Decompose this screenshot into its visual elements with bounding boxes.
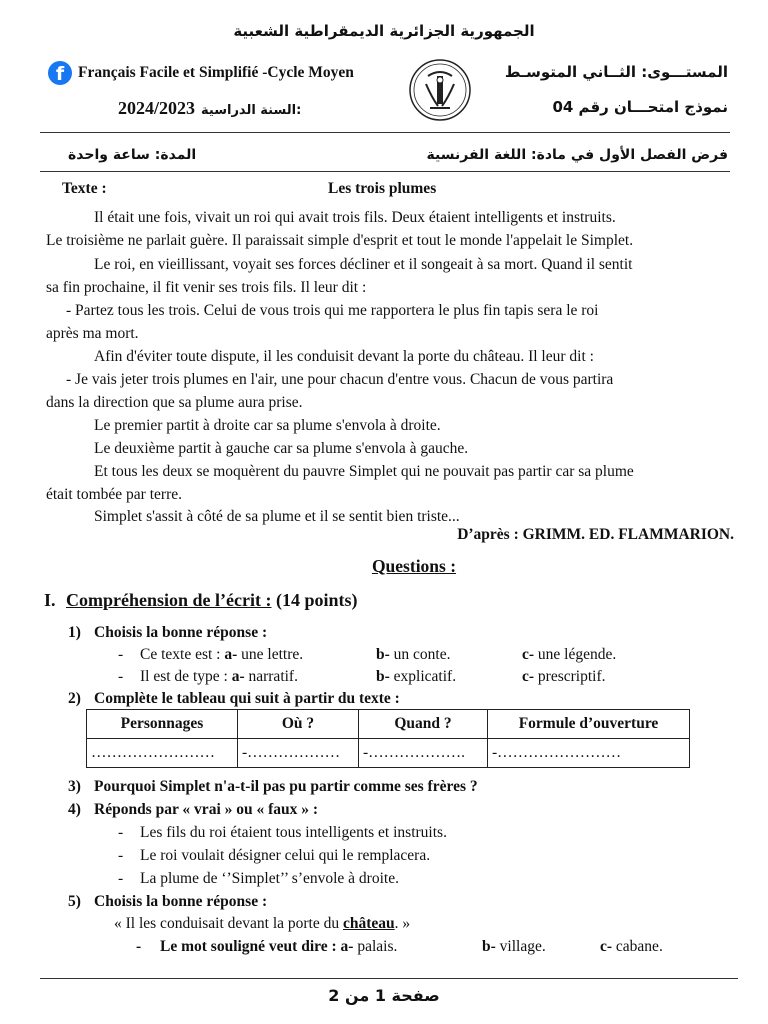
- section-number: I.: [44, 590, 56, 610]
- table-header: Quand ?: [359, 710, 488, 739]
- section-points: (14 points): [275, 590, 358, 610]
- text-line: sa fin prochaine, il fit venir ses trois fils. Il leur dit :: [46, 279, 367, 296]
- bullet-dash: -: [118, 646, 124, 663]
- table-cell-blank[interactable]: -……………….: [359, 739, 488, 768]
- school-year-value: 2024/2023: [118, 98, 196, 118]
- option-c: une légende.: [537, 646, 617, 663]
- text-line: Le troisième ne parlait guère. Il paraissait simple d'esprit et tout le monde l'appelait le Simplet.: [46, 232, 634, 249]
- option-letter: a-: [224, 646, 238, 663]
- mcq-option-c: [600, 938, 663, 956]
- exam-title: فرض الفصل الأول في مادة: اللغة الفرنسية: [426, 147, 728, 163]
- quote-end: . »: [394, 915, 411, 932]
- questions-heading: Questions :: [371, 556, 457, 576]
- text-line: après ma mort.: [46, 325, 139, 342]
- table-header-row: [87, 710, 690, 739]
- bullet-dash: -: [118, 870, 124, 887]
- text-line: Le deuxième partit à gauche car sa plume s'envola à gauche.: [94, 440, 469, 457]
- option-a: palais.: [357, 938, 398, 955]
- exam-model-number: نموذج امتحـــان رقم 04: [552, 98, 728, 116]
- text-line: Et tous les deux se moquèrent du pauvre Simplet qui ne pouvait pas partir car sa plume: [94, 463, 634, 480]
- mcq-option-b: [482, 938, 546, 956]
- quote-start: « Il les conduisait devant la porte du: [114, 915, 343, 932]
- school-year-label: السنة الدراسية:: [201, 103, 302, 118]
- characters-table: [86, 709, 690, 768]
- text-line: Le roi, en vieillissant, voyait ses forces décliner et il songeait à sa mort. Quand il sentit: [94, 256, 633, 273]
- table-header: Où ?: [238, 710, 359, 739]
- mcq-item: [140, 668, 298, 686]
- question-title: Réponds par « vrai » ou « faux » :: [94, 801, 319, 818]
- mcq-stem: Ce texte est :: [140, 646, 221, 663]
- text-line: - Partez tous les trois. Celui de vous trois qui me rapportera le plus fin tapis sera le roi: [66, 302, 599, 319]
- section-title-text: Compréhension de l’écrit :: [66, 590, 272, 610]
- true-false-item: La plume de ‘’Simplet’’ s’envole à droite.: [140, 870, 399, 887]
- facebook-icon: f: [48, 61, 72, 85]
- option-letter: b-: [376, 646, 390, 663]
- true-false-item: Le roi voulait désigner celui qui le remplacera.: [140, 847, 431, 864]
- title-divider: [40, 171, 730, 172]
- bullet-dash: -: [136, 938, 142, 955]
- option-letter: b-: [376, 668, 390, 685]
- option-letter: a-: [340, 938, 354, 955]
- option-letter: c-: [522, 646, 535, 663]
- question-title: Pourquoi Simplet n'a-t-il pas pu partir comme ses frères ?: [94, 778, 478, 795]
- text-line: Simplet s'assit à côté de sa plume et il se sentit bien triste...: [94, 508, 460, 525]
- footer-divider: [40, 978, 738, 979]
- option-b: village.: [499, 938, 546, 955]
- text-line: dans la direction que sa plume aura prise.: [46, 394, 303, 411]
- school-emblem-icon: [408, 58, 472, 122]
- school-year: [118, 98, 301, 119]
- question-title: Choisis la bonne réponse :: [94, 893, 268, 910]
- table-cell-blank[interactable]: -……………………: [488, 739, 690, 768]
- text-title: Les trois plumes: [328, 180, 437, 197]
- text-source: D’après : GRIMM. ED. FLAMMARION.: [457, 526, 734, 543]
- option-b: un conte.: [393, 646, 451, 663]
- question-number: 1): [68, 624, 81, 641]
- text-line: Afin d'éviter toute dispute, il les conduisit devant la porte du château. Il leur dit :: [94, 348, 594, 365]
- text-line: Il était une fois, vivait un roi qui avait trois fils. Deux étaient intelligents et instruits.: [94, 209, 616, 226]
- level-label: المستـــوى: الثــاني المتوسـط: [504, 63, 728, 81]
- text-line: - Je vais jeter trois plumes en l'air, une pour chacun d'entre vous. Chacun de vous partira: [66, 371, 614, 388]
- option-a: une lettre.: [241, 646, 304, 663]
- underlined-word: château: [343, 915, 395, 932]
- question-number: 4): [68, 801, 81, 818]
- mcq-stem: Le mot souligné veut dire :: [160, 938, 337, 955]
- table-cell-blank[interactable]: -………………: [238, 739, 359, 768]
- option-b: explicatif.: [393, 668, 457, 685]
- site-name: Français Facile et Simplifié -Cycle Moyen: [78, 64, 354, 81]
- question-number: 5): [68, 893, 81, 910]
- option-a: narratif.: [248, 668, 298, 685]
- question-title: Choisis la bonne réponse :: [94, 624, 268, 641]
- option-letter: c-: [522, 668, 535, 685]
- option-letter: b-: [482, 938, 496, 955]
- table-cell-blank[interactable]: ……………………: [87, 739, 238, 768]
- option-c: prescriptif.: [537, 668, 606, 685]
- mcq-option-c: [522, 646, 616, 664]
- text-label: Texte :: [62, 180, 107, 197]
- table-header: Formule d’ouverture: [488, 710, 690, 739]
- mcq-item: [160, 938, 397, 956]
- bullet-dash: -: [118, 824, 124, 841]
- table-row: [87, 739, 690, 768]
- true-false-item: Les fils du roi étaient tous intelligents et instruits.: [140, 824, 447, 841]
- mcq-stem: Il est de type :: [140, 668, 228, 685]
- page-number: صفحة 1 من 2: [328, 986, 440, 1005]
- question-title: Complète le tableau qui suit à partir du texte :: [94, 690, 400, 707]
- mcq-option-b: [376, 668, 456, 686]
- option-letter: c-: [600, 938, 613, 955]
- mcq-option-c: [522, 668, 606, 686]
- section-title: [66, 590, 357, 611]
- table-header: Personnages: [87, 710, 238, 739]
- option-c: cabane.: [615, 938, 663, 955]
- bullet-dash: -: [118, 668, 124, 685]
- question-number: 3): [68, 778, 81, 795]
- bullet-dash: -: [118, 847, 124, 864]
- header-divider: [40, 132, 730, 133]
- option-letter: a-: [231, 668, 245, 685]
- text-line: était tombée par terre.: [46, 486, 182, 503]
- question-number: 2): [68, 690, 81, 707]
- mcq-item: [140, 646, 303, 664]
- exam-duration: المدة: ساعة واحدة: [68, 147, 197, 163]
- text-line: Le premier partit à droite car sa plume s'envola à droite.: [94, 417, 441, 434]
- republic-title: الجمهورية الجزائرية الديمقراطية الشعبية: [233, 22, 535, 40]
- quote-sentence: [114, 915, 410, 933]
- mcq-option-b: [376, 646, 451, 664]
